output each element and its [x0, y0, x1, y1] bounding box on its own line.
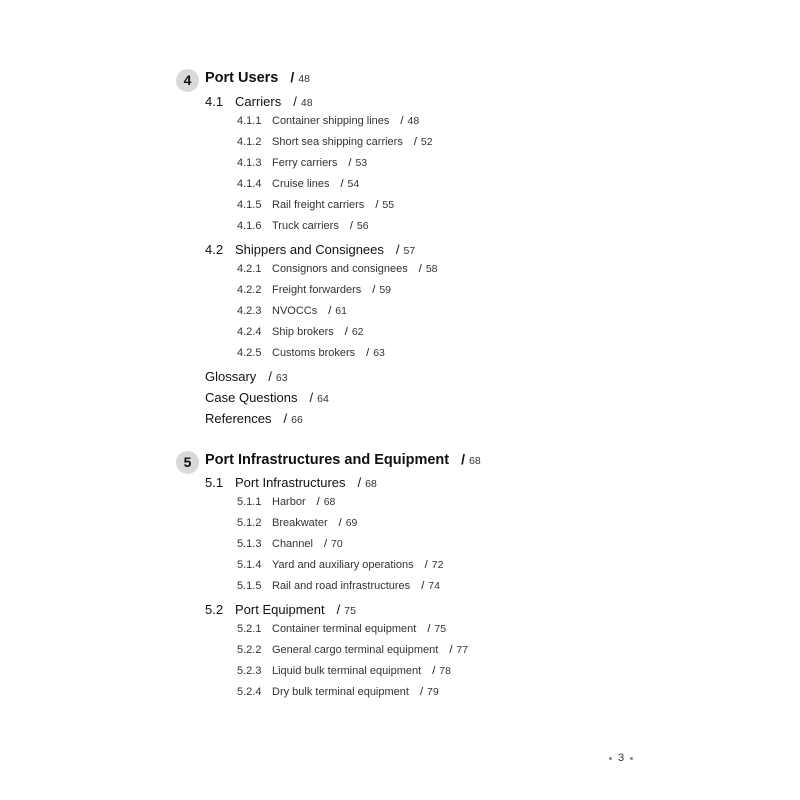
chapter-number-badge: 5 [176, 451, 199, 474]
page-number: 75 [434, 623, 447, 635]
separator: / [316, 496, 320, 508]
subsection-entry[interactable] [237, 623, 446, 635]
separator: / [372, 284, 376, 296]
section-number: 5.1 [205, 475, 224, 490]
subsection-entry[interactable] [237, 326, 364, 338]
subsection-number: 5.1.2 [237, 517, 262, 529]
separator: / [395, 242, 400, 257]
page-number: 66 [291, 414, 303, 426]
section-entry[interactable] [205, 94, 313, 109]
separator: / [323, 538, 328, 550]
page-number: 54 [347, 178, 360, 190]
bullet-dot-icon [609, 757, 612, 760]
page-number: 77 [456, 644, 469, 656]
case-questions-entry[interactable] [205, 390, 329, 405]
subsection-title: Breakwater [272, 517, 328, 529]
separator: / [357, 475, 362, 490]
page-number: 48 [407, 115, 420, 127]
section-title: Port Equipment [235, 602, 325, 617]
subsection-number: 5.1.5 [237, 580, 262, 592]
subsection-title: Ship brokers [272, 326, 334, 338]
section-number: 4.1 [205, 94, 224, 109]
separator: / [432, 665, 436, 677]
chapter-title: Port Users [205, 70, 279, 86]
subsection-number: 4.1.2 [237, 136, 262, 148]
subsection-title: Rail and road infrastructures [272, 580, 411, 592]
page-number: 72 [431, 559, 444, 571]
separator: / [283, 411, 288, 426]
separator: / [421, 580, 425, 592]
page-number: 61 [335, 305, 347, 317]
extra-title: Glossary [205, 369, 257, 384]
separator: / [290, 69, 295, 85]
subsection-number: 5.2.1 [237, 623, 262, 635]
subsection-number: 4.1.3 [237, 157, 262, 169]
separator: / [461, 451, 466, 467]
section-title: Carriers [235, 94, 282, 109]
page-number: 53 [355, 157, 368, 169]
subsection-entry[interactable] [237, 115, 419, 127]
separator: / [427, 623, 431, 635]
subsection-number: 5.2.2 [237, 644, 262, 656]
subsection-title: Rail freight carriers [272, 199, 365, 211]
page-number: 56 [356, 220, 369, 232]
section-number: 4.2 [205, 242, 224, 257]
subsection-number: 4.2.4 [237, 326, 262, 338]
subsection-entry[interactable] [237, 305, 347, 317]
page-number: 64 [317, 393, 329, 405]
page-number: 75 [344, 605, 356, 617]
subsection-title: Dry bulk terminal equipment [272, 686, 409, 698]
subsection-number: 4.1.1 [237, 115, 262, 127]
page-number: 68 [323, 496, 336, 508]
section-entry[interactable] [205, 475, 377, 490]
subsection-title: Yard and auxiliary operations [272, 559, 414, 571]
subsection-entry[interactable] [237, 284, 391, 296]
page-number: 68 [469, 455, 481, 467]
subsection-title: Liquid bulk terminal equipment [272, 665, 422, 677]
subsection-number: 4.2.1 [237, 263, 262, 275]
separator: / [375, 199, 379, 211]
subsection-title: Channel [272, 538, 313, 550]
section-entry[interactable] [205, 242, 415, 257]
chapter-number-badge: 4 [176, 69, 199, 92]
page-number: 57 [403, 245, 416, 257]
separator: / [449, 644, 453, 656]
subsection-number: 5.1.3 [237, 538, 262, 550]
subsection-number: 4.2.3 [237, 305, 262, 317]
subsection-entry[interactable] [237, 665, 451, 677]
subsection-number: 4.1.6 [237, 220, 262, 232]
subsection-number: 4.1.5 [237, 199, 262, 211]
separator: / [309, 390, 314, 405]
subsection-number: 5.2.4 [237, 686, 262, 698]
subsection-number: 5.2.3 [237, 665, 262, 677]
separator: / [424, 559, 428, 571]
section-title: Port Infrastructures [235, 475, 346, 490]
page-footer [603, 752, 639, 764]
subsection-entry[interactable] [237, 347, 385, 359]
page-number: 69 [345, 517, 358, 529]
separator: / [293, 94, 297, 109]
section-number: 5.2 [205, 602, 224, 617]
subsection-entry[interactable] [237, 686, 439, 698]
page-number: 55 [382, 199, 395, 211]
page-number: 74 [428, 580, 440, 592]
separator: / [340, 178, 344, 190]
section-entry[interactable] [205, 602, 356, 617]
subsection-entry[interactable] [237, 199, 394, 211]
page-number: 78 [439, 665, 451, 677]
separator: / [418, 263, 422, 275]
subsection-entry[interactable] [237, 178, 359, 190]
subsection-title: Ferry carriers [272, 157, 338, 169]
page-number: 79 [427, 686, 439, 698]
page-number: 63 [275, 372, 288, 384]
separator: / [268, 369, 272, 384]
bullet-dot-icon [630, 757, 633, 760]
separator: / [336, 602, 341, 617]
subsection-entry[interactable] [237, 263, 438, 275]
subsection-title: Harbor [272, 496, 306, 508]
subsection-title: Container shipping lines [272, 115, 390, 127]
subsection-title: Truck carriers [272, 220, 339, 232]
page-number: 63 [373, 347, 385, 359]
page-number: 58 [425, 263, 438, 275]
separator: / [419, 686, 424, 698]
subsection-title: Container terminal equipment [272, 623, 417, 635]
page-number: 52 [420, 136, 433, 148]
separator: / [366, 347, 370, 359]
separator: / [328, 305, 332, 317]
separator: / [338, 517, 342, 529]
page-number: 59 [379, 284, 392, 296]
separator: / [344, 326, 348, 338]
page-number: 68 [365, 478, 377, 490]
subsection-number: 4.1.4 [237, 178, 262, 190]
footer-page-number: 3 [618, 752, 625, 764]
subsection-number: 5.1.1 [237, 496, 262, 508]
section-title: Shippers and Consignees [235, 242, 384, 257]
subsection-entry[interactable] [237, 496, 335, 508]
subsection-number: 5.1.4 [237, 559, 262, 571]
extra-title: Case Questions [205, 390, 298, 405]
separator: / [413, 136, 417, 148]
glossary-entry[interactable] [205, 369, 288, 384]
subsection-title: Short sea shipping carriers [272, 136, 403, 148]
subsection-entry[interactable] [237, 220, 369, 232]
page-number: 48 [300, 97, 313, 109]
subsection-title: Consignors and consignees [272, 263, 408, 275]
subsection-title: Freight forwarders [272, 284, 362, 296]
chapter-heading[interactable] [176, 69, 310, 92]
references-entry[interactable] [205, 411, 303, 426]
subsection-number: 4.2.5 [237, 347, 262, 359]
subsection-entry[interactable] [237, 517, 357, 529]
subsection-title: General cargo terminal equipment [272, 644, 439, 656]
separator: / [348, 157, 352, 169]
chapter-title: Port Infrastructures and Equipment [205, 452, 450, 468]
page-number: 62 [351, 326, 364, 338]
subsection-entry[interactable] [237, 157, 367, 169]
separator: / [349, 220, 353, 232]
subsection-title: Customs brokers [272, 347, 356, 359]
chapter-heading[interactable] [176, 451, 481, 474]
subsection-entry[interactable] [237, 580, 440, 592]
subsection-title: NVOCCs [272, 305, 318, 317]
subsection-number: 4.2.2 [237, 284, 262, 296]
subsection-title: Cruise lines [272, 178, 330, 190]
page-number: 70 [331, 538, 343, 550]
subsection-entry[interactable] [237, 559, 443, 571]
subsection-entry[interactable] [237, 538, 343, 550]
subsection-entry[interactable] [237, 136, 433, 148]
subsection-entry[interactable] [237, 644, 468, 656]
extra-title: References [205, 411, 272, 426]
separator: / [400, 115, 404, 127]
page-number: 48 [298, 73, 310, 85]
